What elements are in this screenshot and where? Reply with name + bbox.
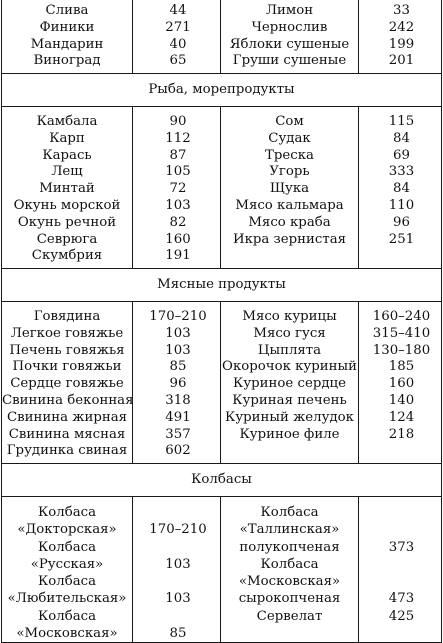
item-value: 140 — [388, 392, 415, 408]
table-row — [2, 181, 442, 198]
spacer — [362, 556, 441, 573]
item-name: Мясо краба — [248, 214, 331, 230]
sausage-block — [2, 496, 442, 642]
item-value: 44 — [169, 3, 187, 18]
item-value: 110 — [388, 197, 415, 213]
item-name: Окорочок куриный — [222, 359, 357, 375]
item-value: 87 — [169, 147, 187, 163]
item-value: 271 — [165, 19, 191, 35]
item-name: Свинина беконная — [2, 392, 134, 408]
item-value: 191 — [165, 248, 191, 264]
item-name — [221, 248, 358, 265]
table-row — [2, 343, 442, 360]
item-name-line2: «Московская» — [238, 574, 341, 590]
item-value: 160–240 — [372, 308, 431, 324]
item-name: Чернослив — [251, 19, 328, 35]
item-value: 72 — [169, 181, 187, 197]
item-value: 373 — [388, 539, 415, 555]
table-row — [2, 326, 442, 343]
item-name-line2: «Московская» — [16, 626, 118, 641]
item-name: Мясо гуся — [253, 325, 326, 341]
item-name: Лимон — [265, 3, 314, 18]
item-name: Окунь речной — [17, 214, 117, 230]
item-value: 318 — [165, 392, 191, 408]
section-title: Рыба, морепродукты — [148, 82, 295, 98]
item-name: Печень говяжья — [9, 342, 125, 358]
item-value: 160 — [165, 231, 191, 247]
item-value: 199 — [388, 36, 415, 52]
table-row — [2, 20, 442, 37]
spacer — [136, 539, 220, 556]
item-value: 170–210 — [149, 308, 207, 324]
spacer — [136, 504, 220, 521]
item-value: 96 — [393, 214, 410, 230]
section-header-sausages — [2, 464, 442, 497]
item-name: Треска — [265, 147, 314, 163]
section-header-fish — [2, 74, 442, 107]
item-name: Грудинка свиная — [6, 443, 128, 459]
item-name-line2: «Таллинская» — [239, 522, 340, 538]
item-value: 251 — [388, 231, 415, 247]
item-value: 103 — [165, 342, 191, 358]
item-value: 357 — [165, 426, 191, 442]
item-name: Цыплята — [257, 342, 322, 358]
table-row — [2, 131, 442, 148]
item-name: Камбала — [36, 113, 98, 129]
item-value: 112 — [165, 130, 191, 146]
item-value: 242 — [388, 19, 415, 35]
table-row — [2, 0, 442, 20]
table-row — [2, 393, 442, 410]
item-value: 602 — [165, 443, 191, 459]
item-name-line2: «Докторская» — [17, 522, 117, 538]
item-value: 185 — [388, 359, 415, 375]
item-name: Говядина — [33, 308, 101, 324]
item-value: 103 — [165, 556, 191, 572]
spacer — [362, 521, 441, 538]
table-row — [2, 410, 442, 427]
section-title: Мясные продукты — [157, 277, 286, 293]
item-value — [362, 443, 441, 460]
item-name — [221, 443, 358, 460]
spacer — [362, 504, 441, 521]
item-name-line3: сырокопченая — [238, 591, 341, 607]
item-name: Свинина мясная — [8, 426, 126, 442]
item-value: 105 — [165, 164, 191, 180]
item-value: 65 — [169, 53, 187, 69]
item-name: Лещ — [51, 164, 83, 180]
item-value: 84 — [393, 130, 410, 146]
item-name-line1: Колбаса — [260, 504, 319, 520]
item-name: Минтай — [39, 181, 95, 197]
item-name: Икра зернистая — [232, 231, 347, 247]
item-name: Севрюга — [36, 231, 98, 247]
item-name: Мясо курицы — [242, 308, 337, 324]
item-name: Яблоки сушеные — [229, 36, 350, 52]
item-name-line3: полукопченая — [239, 539, 340, 555]
item-name: Виноград — [33, 53, 101, 69]
item-value: 315–410 — [372, 325, 431, 341]
item-name: Карась — [42, 147, 92, 163]
item-value: 491 — [165, 409, 191, 425]
item-name: Мандарин — [30, 36, 104, 52]
item-value: 103 — [165, 591, 191, 607]
item-name: Скумбрия — [31, 248, 103, 264]
item-name: Щука — [269, 181, 310, 197]
item-value: 69 — [393, 147, 410, 163]
table-row — [2, 443, 442, 463]
spacer — [362, 573, 441, 590]
item-name: Легкое говяжье — [10, 325, 124, 341]
item-value: 103 — [165, 325, 191, 341]
table-row — [2, 37, 442, 54]
item-value: 201 — [388, 53, 415, 69]
item-value: 103 — [165, 197, 191, 213]
item-value: 82 — [169, 214, 187, 230]
item-value: 333 — [388, 164, 415, 180]
item-name: Окунь морской — [13, 197, 121, 213]
item-name: Почки говяжьи — [12, 359, 122, 375]
table-row — [2, 53, 442, 73]
item-value: 85 — [169, 626, 187, 641]
section-title: Колбасы — [191, 472, 252, 488]
section-header-meat — [2, 269, 442, 302]
item-name-line1: Сервелат — [256, 608, 323, 624]
item-name: Куриный желудок — [225, 409, 354, 425]
item-value: 90 — [169, 113, 187, 129]
item-name: Финики — [39, 19, 95, 35]
table-row — [2, 359, 442, 376]
table-row — [2, 106, 442, 130]
table-row — [2, 301, 442, 325]
item-value: 40 — [169, 36, 187, 52]
item-name: Карп — [49, 130, 85, 146]
item-name: Сом — [275, 113, 304, 129]
item-name: Куриное филе — [239, 426, 340, 442]
table-row — [2, 232, 442, 249]
item-value: 160 — [388, 376, 415, 392]
table-row — [2, 248, 442, 268]
item-value: 170–210 — [149, 522, 207, 538]
item-name-line2: «Любительская» — [7, 591, 127, 607]
table-row — [2, 148, 442, 165]
item-name: Свинина жирная — [6, 409, 128, 425]
item-name: Мясо кальмара — [235, 197, 344, 213]
calorie-table — [1, 0, 442, 643]
item-name-line1: Колбаса — [37, 608, 97, 624]
item-name-line1: Колбаса — [37, 539, 97, 555]
item-name: Слива — [45, 3, 89, 18]
item-value: 84 — [393, 181, 410, 197]
item-name-line1: Колбаса — [260, 556, 319, 572]
item-name: Судак — [268, 130, 311, 146]
item-name: Угорь — [269, 164, 310, 180]
table-row — [2, 427, 442, 444]
item-value: 96 — [169, 376, 187, 392]
table-row — [2, 164, 442, 181]
table-row — [2, 376, 442, 393]
item-value: 33 — [393, 3, 410, 18]
item-value — [362, 248, 441, 265]
item-value: 218 — [388, 426, 415, 442]
spacer — [136, 573, 220, 590]
item-name: Груши сушеные — [232, 53, 347, 69]
table-row — [2, 198, 442, 215]
item-name: Куриная печень — [232, 392, 347, 408]
table-row — [2, 215, 442, 232]
item-value: 425 — [388, 608, 415, 624]
item-value: 130–180 — [372, 342, 431, 358]
spacer — [136, 608, 220, 625]
item-name-line1: Колбаса — [37, 504, 97, 520]
item-value: 473 — [388, 591, 415, 607]
item-value: 124 — [388, 409, 415, 425]
item-name-line2: «Русская» — [30, 556, 104, 572]
item-name-line1: Колбаса — [37, 574, 97, 590]
item-value: 115 — [388, 113, 415, 129]
item-value: 85 — [169, 359, 187, 375]
item-name: Куриное сердце — [233, 376, 346, 392]
item-name: Сердце говяжье — [10, 376, 124, 392]
